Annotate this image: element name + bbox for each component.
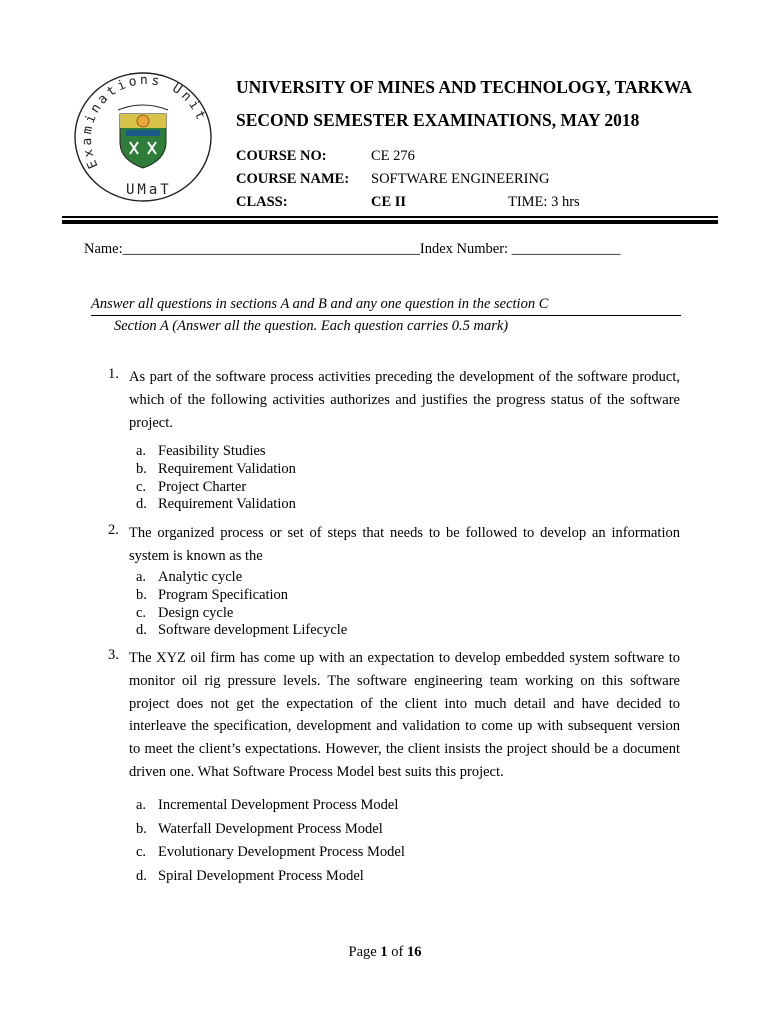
crest-icon xyxy=(118,105,168,168)
stamp-bottom-text: UMaT xyxy=(126,182,172,198)
section-a-instructions: Section A (Answer all the question. Each question carries 0.5 mark) xyxy=(114,318,509,334)
question-1-options xyxy=(136,443,296,514)
option-c[interactable]: c. Evolutionary Development Process Model xyxy=(136,844,405,860)
class-value: CE II xyxy=(371,194,407,210)
question-2-options xyxy=(136,569,347,640)
course-no-value: CE 276 xyxy=(371,148,415,164)
umat-seal-icon xyxy=(68,70,218,208)
stamp-arc-text: Examinations Unit xyxy=(79,73,209,171)
header-rule-thin xyxy=(62,216,718,218)
question-text: As part of the software process activities preceding the development of the software product, which of the following activities authorizes and justifies the progress status of the software project. xyxy=(129,369,680,431)
option-a[interactable]: a. Feasibility Studies xyxy=(136,443,266,459)
question-2 xyxy=(108,522,680,568)
question-1 xyxy=(108,366,680,434)
index-number-label: Index Number: xyxy=(419,241,509,257)
question-3 xyxy=(108,647,680,784)
name-label: Name: xyxy=(84,241,123,257)
option-d[interactable]: d. Requirement Validation xyxy=(136,496,296,513)
option-d[interactable]: d. Spiral Development Process Model xyxy=(136,867,364,884)
general-instructions: Answer all questions in sections A and B and any one question in the section C xyxy=(91,296,549,312)
question-number: 1. xyxy=(108,366,119,382)
question-text: The organized process or set of steps that needs to be followed to develop an information system is known as the xyxy=(129,525,680,564)
course-name-label: COURSE NAME: xyxy=(236,171,350,187)
option-b[interactable]: b. Program Specification xyxy=(136,586,289,603)
time-value: TIME: 3 hrs xyxy=(508,194,580,210)
course-no-label: COURSE NO: xyxy=(236,148,327,164)
option-a[interactable]: a. Analytic cycle xyxy=(136,569,243,585)
university-title: UNIVERSITY OF MINES AND TECHNOLOGY, TARKWA xyxy=(236,77,693,97)
question-3-options xyxy=(136,794,405,888)
option-b[interactable]: b. Waterfall Development Process Model xyxy=(136,820,383,837)
header-rule-thick xyxy=(62,220,718,224)
page-footer xyxy=(0,944,770,961)
question-number: 2. xyxy=(108,522,119,538)
option-b[interactable]: b. Requirement Validation xyxy=(136,460,296,477)
option-c[interactable]: c. Project Charter xyxy=(136,478,247,495)
class-label: CLASS: xyxy=(236,194,288,210)
examinations-unit-stamp xyxy=(68,70,218,208)
question-number: 3. xyxy=(108,647,119,663)
course-name-value: SOFTWARE ENGINEERING xyxy=(371,171,550,187)
question-text: The XYZ oil firm has come up with an expectation to develop embedded system software to monitor oil rig pressure levels. The software engineering team working on this software project does not get the expectation of the client into much detail and have decided to interleave the specification, development and validation to come up with subsequent version to meet the client’s expectations. However, the client insists the project should be a document driven one. What Software Process Model best suits this project. xyxy=(129,650,680,780)
option-a[interactable]: a. Incremental Development Process Model xyxy=(136,797,399,813)
page-total: 16 xyxy=(406,944,422,960)
instructions-rule xyxy=(91,315,681,316)
of-word: of xyxy=(391,944,404,960)
name-field[interactable]: _________________________________________ xyxy=(122,241,420,257)
exam-title: SECOND SEMESTER EXAMINATIONS, MAY 2018 xyxy=(236,110,640,130)
option-d[interactable]: d. Software development Lifecycle xyxy=(136,622,348,639)
student-info-line xyxy=(84,241,620,258)
option-c[interactable]: c. Design cycle xyxy=(136,604,234,621)
page-current: 1 xyxy=(380,944,388,960)
page-word: Page xyxy=(348,944,377,960)
index-number-field[interactable]: _______________ xyxy=(511,241,621,257)
